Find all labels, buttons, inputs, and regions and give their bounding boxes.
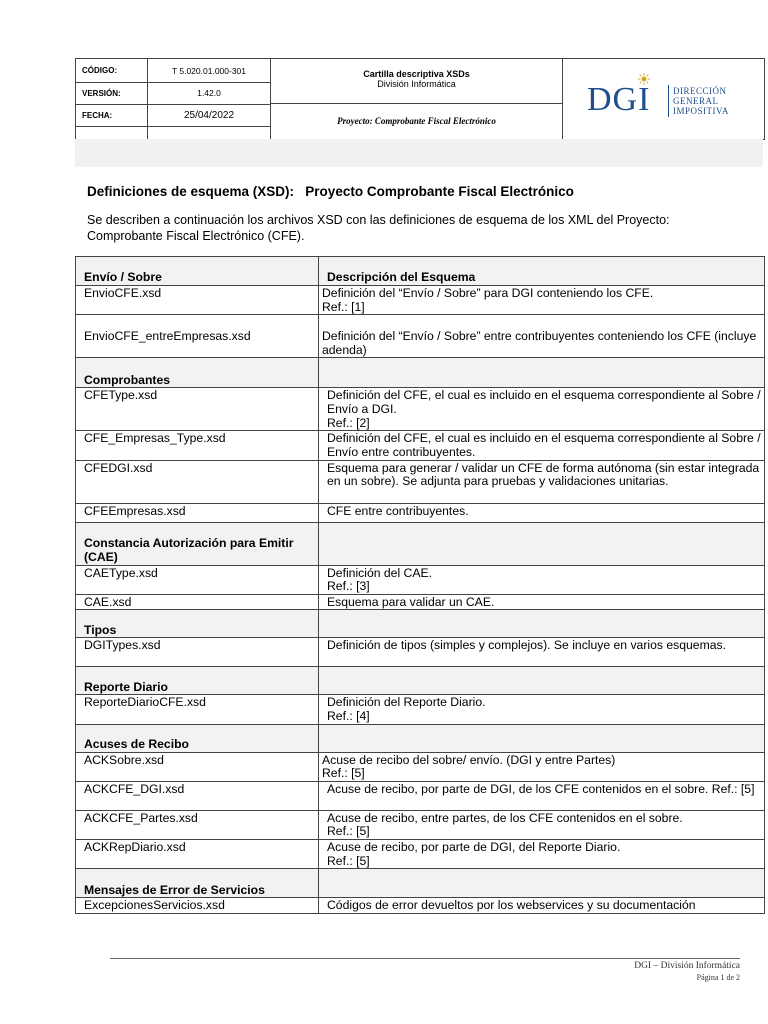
desc-cell: Códigos de error devueltos por los webservices y su documentación [319,898,765,914]
table-row [76,431,765,460]
logo-word-general: GENERAL [673,96,719,106]
section-empty-cell [319,667,765,695]
file-cell: EnvioCFE_entreEmpresas.xsd [76,315,319,358]
header-center [271,59,563,139]
file-cell: ACKCFE_DGI.xsd [76,781,319,810]
desc-cell: Acuse de recibo, por parte de DGI, de los CFE contenidos en el sobre. Ref.: [5] [319,781,765,810]
desc-cell: Definición del CFE, el cual es incluido en el esquema correspondiente al Sobre / Envío entre contribuyentes. [319,431,765,460]
header-doc-title: Cartilla descriptiva XSDs [363,69,470,79]
section-row-mensajes [76,869,765,898]
file-cell: ReporteDiarioCFE.xsd [76,695,319,724]
section-row-cae [76,522,765,565]
file-cell: ACKRepDiario.xsd [76,839,319,868]
header-title-block [271,59,562,104]
table-row [76,594,765,610]
header-project: Proyecto: Comprobante Fiscal Electrónico [337,116,496,126]
logo-word-direccion: DIRECCIÓN [673,86,727,96]
desc-text: Definición del CAE. [327,565,432,580]
ref-text: Ref.: [5] [327,824,370,839]
section-empty-cell [319,724,765,752]
ref-text: Ref.: [4] [327,708,370,723]
codigo-row [76,59,270,83]
empty-meta-label [76,126,148,139]
desc-cell [319,565,765,594]
file-cell: CFEDGI.xsd [76,460,319,503]
empty-meta-row [76,126,270,139]
ref-text: Ref.: [1] [322,299,365,314]
logo-dgi-text: DGI [587,81,651,118]
footer-page-number: Página 1 de 2 [696,973,740,982]
desc-cell [319,752,765,781]
logo-word-impositiva: IMPOSITIVA [673,106,729,116]
file-cell: ACKCFE_Partes.xsd [76,810,319,839]
desc-text: Acuse de recibo, entre partes, de los CFE contenidos en el sobre. [327,810,683,825]
header-shaded-strip [75,139,763,167]
table-header-row [76,257,765,286]
file-cell: ExcepcionesServicios.xsd [76,898,319,914]
table-row [76,810,765,839]
ref-text: Ref.: [5] [327,853,370,868]
desc-text: Acuse de recibo del sobre/ envío. (DGI y entre Partes) [322,752,616,767]
logo-divider [668,85,669,117]
section-title: Constancia Autorización para Emitir (CAE) [76,522,319,565]
desc-text: Acuse de recibo, por parte de DGI, del Reporte Diario. [327,839,621,854]
table-row [76,695,765,724]
codigo-value: T 5.020.01.000-301 [171,65,247,76]
desc-cell: Esquema para validar un CAE. [319,594,765,610]
section-row-reporte [76,667,765,695]
desc-cell [319,286,765,315]
document-header [75,58,765,140]
page-title: Definiciones de esquema (XSD): Proyecto Comprobante Fiscal Electrónico [87,184,574,199]
file-cell: CFEType.xsd [76,388,319,431]
file-cell: CFEEmpresas.xsd [76,503,319,522]
section-empty-cell [319,610,765,638]
table-row [76,315,765,358]
table-row [76,388,765,431]
intro-paragraph: Se describen a continuación los archivos XSD con las definiciones de esquema de los XML del Proyecto: Comprobante Fiscal Electrónico (CFE). [87,213,670,243]
desc-cell [319,695,765,724]
section-row-comprobantes [76,358,765,388]
table-row [76,752,765,781]
desc-text: Definición del CFE, el cual es incluido en el esquema correspondiente al Sobre / Envío a DGI. [327,388,761,416]
ref-text: Ref.: [5] [322,766,365,781]
ref-text: Ref.: [2] [327,415,370,430]
header-division: División Informática [377,79,456,89]
desc-cell: Definición del “Envío / Sobre” entre contribuyentes conteniendo los CFE (incluye adenda) [319,315,765,358]
file-cell: CAE.xsd [76,594,319,610]
fecha-label: FECHA: [76,104,148,126]
file-cell: CAEType.xsd [76,565,319,594]
desc-cell [319,839,765,868]
file-cell: EnvioCFE.xsd [76,286,319,315]
table-row [76,503,765,522]
fecha-value: 25/04/2022 [183,109,235,121]
desc-cell: Definición de tipos (simples y complejos). Se incluye en varios esquemas. [319,638,765,667]
table-row [76,460,765,503]
table-row [76,565,765,594]
fecha-row [76,104,270,127]
section-title: Acuses de Recibo [76,724,319,752]
section-empty-cell [319,358,765,388]
table-row [76,286,765,315]
table-row [76,839,765,868]
xsd-table [75,256,765,914]
section-empty-cell [319,869,765,898]
desc-cell: Esquema para generar / validar un CFE de forma autónoma (sin estar integrada en un sobre). Se adjunta para pruebas y validaciones unitarias. [319,460,765,503]
section-title: Tipos [76,610,319,638]
codigo-label: CÓDIGO: [76,59,148,82]
version-value: 1.42.0 [197,88,221,98]
desc-cell [319,388,765,431]
footer-divider [110,958,740,959]
col-header-descripcion: Descripción del Esquema [319,257,765,286]
desc-text: Definición del “Envío / Sobre” para DGI conteniendo los CFE. [322,286,654,300]
col-header-envio: Envío / Sobre [76,257,319,286]
desc-text: Definición del Reporte Diario. [327,695,486,710]
table-row [76,898,765,914]
section-title: Reporte Diario [76,667,319,695]
file-cell: ACKSobre.xsd [76,752,319,781]
desc-cell [319,810,765,839]
file-cell: CFE_Empresas_Type.xsd [76,431,319,460]
section-row-tipos [76,610,765,638]
footer-division: DGI – División Informática [634,961,740,971]
dgi-logo [563,59,764,139]
table-row [76,781,765,810]
section-empty-cell [319,522,765,565]
ref-text: Ref.: [3] [327,579,370,594]
section-title: Comprobantes [76,358,319,388]
file-cell: DGITypes.xsd [76,638,319,667]
desc-cell: CFE entre contribuyentes. [319,503,765,522]
logo-words [673,86,729,116]
table-row [76,638,765,667]
version-label: VERSIÓN: [76,82,148,104]
version-row [76,82,270,105]
metadata-column [76,59,271,139]
section-title: Mensajes de Error de Servicios [76,869,319,898]
section-row-acuses [76,724,765,752]
